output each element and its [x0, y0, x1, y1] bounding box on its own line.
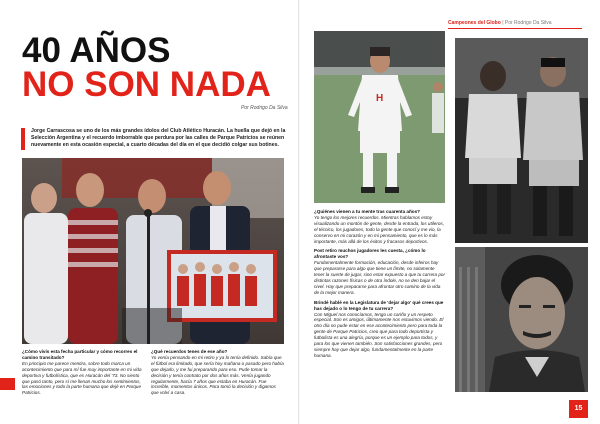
left-column-1 — [22, 349, 144, 400]
right-page — [300, 0, 600, 424]
action-photo-illustration — [314, 31, 445, 203]
qa-block — [314, 300, 446, 359]
team-photo-illustration — [455, 38, 588, 243]
qa-answer: Yo tengo los mejores recuerdos. Mientras hablamos estoy visualizando un montón de gente, desde la entrada, los utileros, el técnico, los jugadores, todo la gente que conocí y me vio, la conservo en mi corazón y en mi pensamiento, que es lo más importante, más allá de los éxitos y fracasos deportivos. — [314, 214, 444, 244]
qa-answer: Fundamentalmente formación, educación, desde infeiros hay que prepararse para algo que tiene un límite, no solamente tener la suerte de jugar, sino estar expuesto a que tu carrera por distintas razones físicas o de otra índole, no se den bajar el nivel. Hay que prepararse para afrontar otro camino de la vida de la mejor manera. — [314, 260, 446, 295]
page-number: 15 — [569, 400, 588, 418]
qa-question: ¿Cómo vivís esta fecha particular y cómo recorres el camino transitado? — [22, 349, 138, 360]
qa-question: Brindé hablé en la Legislatura de 'dejar algo' qué crees que has dejado o lo tengo de tu carrera? — [314, 299, 444, 311]
qa-answer: En principio me parece mentira, sobre todo marca un acontecimiento que para mí fue muy importante en mi vida deportiva y futbolística, que es Huracán del '73. No siento que pasó tanto, pero sí me llenan mucho los sentimientos, las emociones y todo la parte humana que dejé en Parque Patricios. — [22, 360, 142, 396]
headline-line-2: NO SON NADA — [22, 65, 271, 104]
action-photo — [314, 31, 445, 203]
portrait-photo-illustration — [455, 247, 588, 392]
page-accent-marker — [0, 378, 15, 390]
jersey-letter: H — [376, 93, 384, 104]
section-name: Campeones del Globo — [448, 20, 501, 26]
headline-line-1: 40 AÑOS — [22, 31, 171, 70]
right-column — [314, 209, 446, 363]
byline: Por Rodrigo Da Silva — [241, 105, 288, 111]
section-author: | Por Rodrigo Da Silva — [502, 20, 552, 26]
qa-block — [314, 248, 446, 295]
team-photo — [455, 38, 588, 243]
ceremony-photo-illustration — [22, 158, 284, 344]
qa-answer: Yo venía pensando en mi retiro y ya lo tenía definido. Sabía que el fútbol era limitado, que sería hoy mañana o pasado pero había que dejarlo, y me fui preparando para eso. Pude tomar la decisión y tenía contrato por dos años más. Venía jugando regularmente, hacía 7 años que estaba en Huracán. Fue increíble, momentos únicos. Para tomó la decisión y digamos que volví a casa. — [151, 354, 284, 396]
qa-question: ¿Qué recuerdos tenes de ese año? — [151, 349, 228, 354]
qa-block — [314, 209, 446, 244]
left-column-2 — [151, 349, 284, 400]
section-header — [448, 20, 552, 26]
qa-answer: Con Miguel nos conocíamos, tengo un cariño y un respeto especial. Son es amigos, últimamente nos estuvimos viendo. El otro día no pude estar en ese acontecimiento pero para toda la gente de Parque Patricios, creo que para todo deportista y futbolista es una alegría, porque es un ejemplo para todos, y para los que vienen también. Son satisfacciones grandes, pero siempre hay que dejar algo, fundamentalmente en la parte humana. — [314, 311, 444, 358]
portrait-photo — [455, 247, 588, 392]
ceremony-photo — [22, 158, 284, 344]
lead-paragraph: Jorge Carrascosa se uno de los más grandes ídolos del Club Atlético Huracán. La huella que dejó en la Selección Argentina y el recuerdo imborrable que perdura por las calles de Parque Patricios se reúnen nuevamente en esta ocasión especial, a cuarto décadas del día en el que decidió colgar sus botines. — [31, 128, 286, 148]
qa-question: ¿Quiénes vienen a tu mente tras cuarenta años? — [314, 209, 420, 214]
qa-question: Post retiro muchos jugadores les cuesta, ¿cómo lo afrontaste vos? — [314, 248, 426, 260]
lead-accent-bar — [21, 128, 25, 150]
header-rule — [448, 28, 582, 29]
